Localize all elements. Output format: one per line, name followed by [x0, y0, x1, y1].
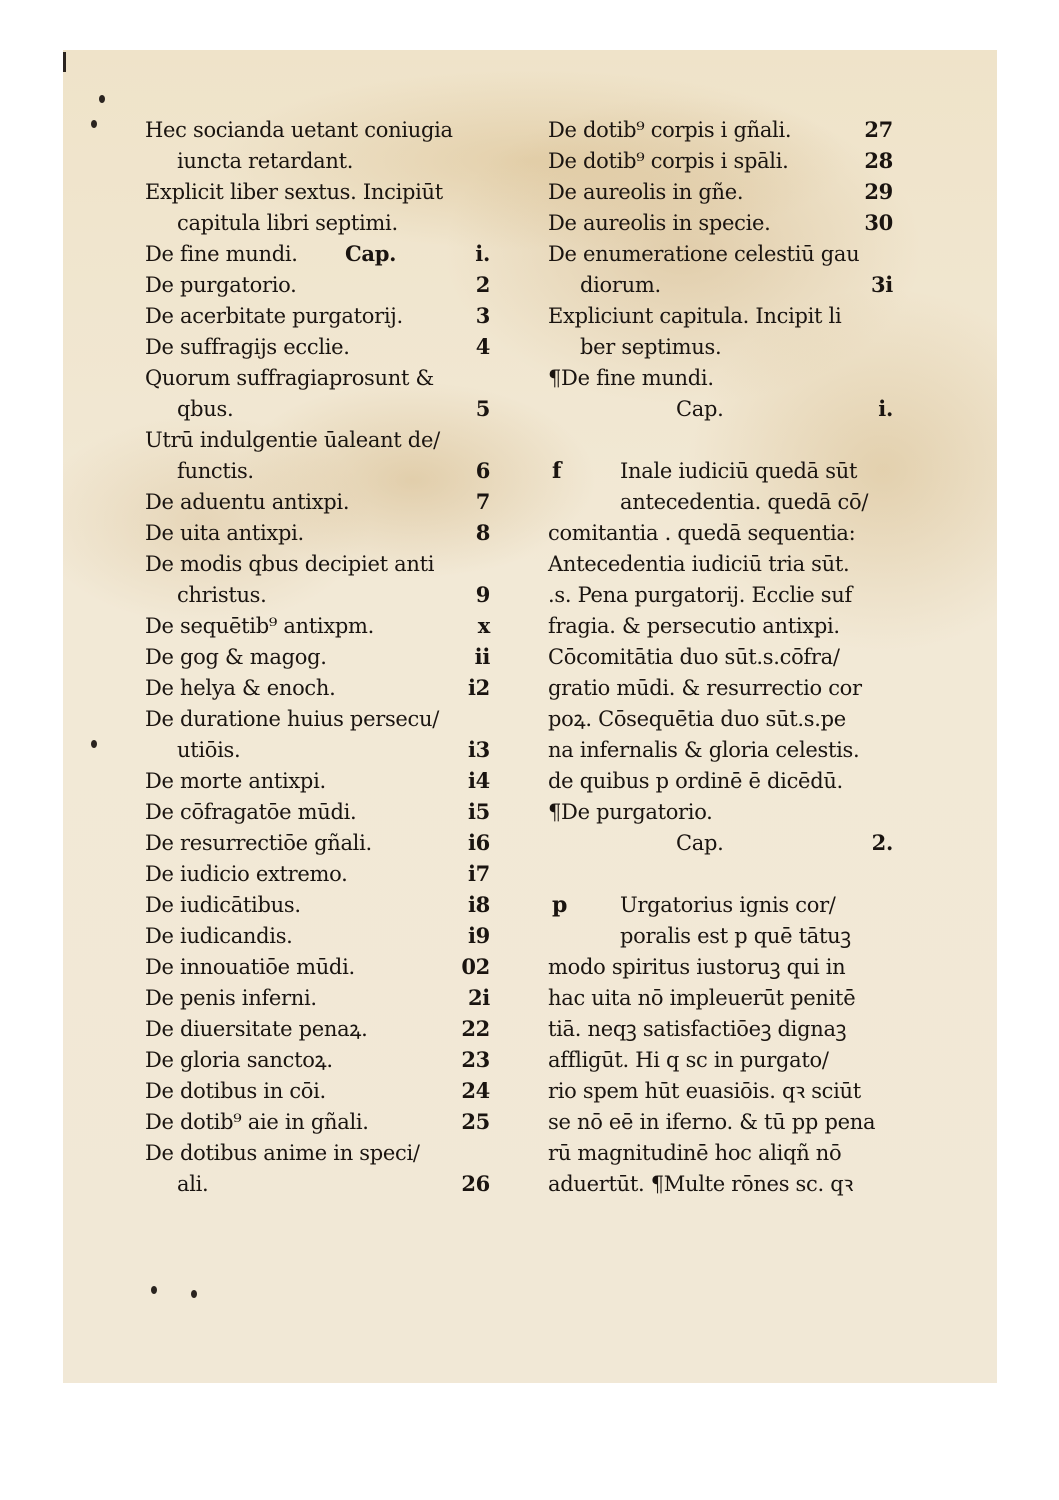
text-line — [145, 1169, 490, 1199]
chapter-number: 9 — [475, 582, 490, 607]
line-text: functis. — [177, 459, 254, 483]
line-text: De morte antixpi. — [145, 769, 326, 793]
text-line — [145, 549, 490, 579]
chapter-number: 7 — [475, 489, 490, 514]
line-text: poꝝ. Cōsequētia duo sūt.s.pe — [548, 707, 846, 731]
line-text: De penis inferni. — [145, 986, 317, 1010]
line-text: ber septimus. — [580, 335, 722, 359]
line-text: De acerbitate purgatorij. — [145, 304, 403, 328]
line-text: Cap. — [676, 831, 724, 855]
line-text: Explicit liber sextus. Incipiūt — [145, 180, 443, 204]
text-line — [145, 673, 490, 703]
line-text: se nō eē in iferno. & tū pp pena — [548, 1110, 876, 1134]
line-text: affligūt. Hi q sc in purgato/ — [548, 1048, 829, 1072]
line-text: rū magnitudinē hoc aliqñ nō — [548, 1141, 842, 1165]
line-text: Urgatorius ignis cor/ — [620, 893, 836, 917]
line-text: De enumeratione celestiū gau — [548, 242, 860, 266]
text-line — [548, 270, 893, 300]
text-line — [145, 487, 490, 517]
text-line — [548, 704, 893, 734]
drop-initial-guide-letter: f — [552, 458, 562, 484]
margin-dot — [191, 1290, 197, 1298]
chapter-label: Cap. — [345, 241, 397, 266]
chapter-number: ii — [474, 644, 490, 669]
chapter-number: i7 — [468, 861, 490, 886]
chapter-number: 8 — [475, 520, 490, 545]
line-text: De resurrectiōe gñali. — [145, 831, 372, 855]
text-line — [548, 952, 893, 982]
text-line — [548, 487, 893, 517]
chapter-number: x — [477, 613, 490, 638]
text-line — [145, 1076, 490, 1106]
text-line — [145, 797, 490, 827]
text-line — [145, 952, 490, 982]
line-text: Expliciunt capitula. Incipit li — [548, 304, 842, 328]
line-text: De fine mundi. — [145, 242, 298, 266]
text-line — [548, 425, 893, 455]
text-line — [548, 1076, 893, 1106]
line-text: de quibus p ordinē ē dicēdū. — [548, 769, 843, 793]
line-text: Cap. — [676, 397, 724, 421]
text-line — [548, 1045, 893, 1075]
chapter-number: i5 — [468, 799, 490, 824]
chapter-number: i6 — [468, 830, 490, 855]
text-line — [548, 332, 893, 362]
text-line — [548, 394, 893, 424]
line-text: De dotibus anime in speci/ — [145, 1141, 420, 1165]
text-line — [548, 642, 893, 672]
line-text: De diuersitate penaꝝ. — [145, 1017, 368, 1041]
line-text: De sequētib⁹ antixpm. — [145, 614, 375, 638]
line-text: De cōfragatōe mūdi. — [145, 800, 357, 824]
text-line — [145, 1014, 490, 1044]
text-line — [548, 549, 893, 579]
text-line — [145, 425, 490, 455]
line-text: Cōcomitātia duo sūt.s.cōfra/ — [548, 645, 840, 669]
chapter-number: 4 — [475, 334, 490, 359]
text-line — [548, 208, 893, 238]
chapter-number: i4 — [468, 768, 490, 793]
line-text: De iudicātibus. — [145, 893, 301, 917]
line-text: De gog & magog. — [145, 645, 327, 669]
line-text: capitula libri septimi. — [177, 211, 398, 235]
chapter-number: 25 — [461, 1109, 490, 1134]
line-text: Quorum suffragiaprosunt & — [145, 366, 434, 390]
line-text: comitantia . quedā sequentia: — [548, 521, 856, 545]
line-text: iuncta retardant. — [177, 149, 354, 173]
text-line — [145, 642, 490, 672]
text-line — [548, 1014, 893, 1044]
line-text: Hec socianda uetant coniugia — [145, 118, 453, 142]
line-text: De aureolis in gñe. — [548, 180, 744, 204]
line-text: .s. Pena purgatorij. Ecclie suf — [548, 583, 852, 607]
line-text: utiōis. — [177, 738, 241, 762]
chapter-number: 5 — [475, 396, 490, 421]
line-text: Antecedentia iudiciū tria sūt. — [548, 552, 850, 576]
text-line — [548, 363, 893, 393]
text-line — [145, 859, 490, 889]
line-text: De aduentu antixpi. — [145, 490, 350, 514]
chapter-number: i3 — [468, 737, 490, 762]
line-text: De iudicandis. — [145, 924, 293, 948]
line-text: De duratione huius persecu/ — [145, 707, 440, 731]
chapter-number: 22 — [461, 1016, 490, 1041]
text-line — [145, 518, 490, 548]
chapter-number: 27 — [864, 117, 893, 142]
chapter-number: 6 — [475, 458, 490, 483]
chapter-number: 30 — [864, 210, 893, 235]
text-line — [548, 177, 893, 207]
line-text: De modis qbus decipiet anti — [145, 552, 435, 576]
line-text: antecedentia. quedā cō/ — [620, 490, 869, 514]
text-line — [145, 921, 490, 951]
chapter-number: 3i — [871, 272, 893, 297]
line-text: De iudicio extremo. — [145, 862, 348, 886]
text-line — [145, 208, 490, 238]
text-line — [145, 394, 490, 424]
line-text: De innouatiōe mūdi. — [145, 955, 355, 979]
text-line — [548, 301, 893, 331]
line-text: De gloria sanctoꝝ. — [145, 1048, 333, 1072]
line-text: na infernalis & gloria celestis. — [548, 738, 860, 762]
text-line — [145, 828, 490, 858]
text-line — [548, 983, 893, 1013]
line-text: ¶De fine mundi. — [548, 366, 714, 390]
line-text: ali. — [177, 1172, 209, 1196]
chapter-number: 29 — [864, 179, 893, 204]
line-text: De aureolis in specie. — [548, 211, 771, 235]
text-line — [145, 177, 490, 207]
chapter-number: 2 — [475, 272, 490, 297]
text-line — [548, 766, 893, 796]
text-line — [145, 363, 490, 393]
text-line — [145, 1107, 490, 1137]
line-text: poralis est p quē tātuꝫ — [620, 924, 851, 948]
line-text: tiā. neqꝫ satisfactiōeꝫ dignaꝫ — [548, 1017, 847, 1041]
text-line — [145, 115, 490, 145]
line-text: hac uita nō impleuerūt penitē — [548, 986, 856, 1010]
line-text: fragia. & persecutio antixpi. — [548, 614, 840, 638]
chapter-number: i2 — [468, 675, 490, 700]
line-text: gratio mūdi. & resurrectio cor — [548, 676, 862, 700]
line-text: christus. — [177, 583, 267, 607]
text-line — [548, 735, 893, 765]
text-line — [548, 115, 893, 145]
line-text: De purgatorio. — [145, 273, 297, 297]
line-text: Utrū indulgentie ūaleant de/ — [145, 428, 440, 452]
margin-dot — [91, 740, 97, 748]
text-line — [145, 1045, 490, 1075]
text-line — [548, 239, 893, 269]
text-line — [145, 239, 490, 269]
text-line — [548, 859, 893, 889]
text-line — [145, 983, 490, 1013]
text-line — [548, 146, 893, 176]
text-line — [548, 611, 893, 641]
text-line — [548, 580, 893, 610]
line-text: De dotib⁹ corpis i spāli. — [548, 149, 789, 173]
line-text: ¶De purgatorio. — [548, 800, 713, 824]
line-text: De dotib⁹ corpis i gñali. — [548, 118, 792, 142]
line-text: Inale iudiciū quedā sūt — [620, 459, 858, 483]
text-line — [145, 301, 490, 331]
text-line — [145, 270, 490, 300]
chapter-number: 26 — [461, 1171, 490, 1196]
text-line — [145, 735, 490, 765]
margin-dot — [99, 95, 105, 103]
text-line — [548, 456, 893, 486]
text-line — [145, 456, 490, 486]
chapter-number: 3 — [475, 303, 490, 328]
text-line — [548, 673, 893, 703]
text-line — [145, 611, 490, 641]
margin-dot — [63, 52, 66, 72]
line-text: De helya & enoch. — [145, 676, 336, 700]
line-text: diorum. — [580, 273, 661, 297]
chapter-number: 02 — [461, 954, 490, 979]
line-text: qbus. — [177, 397, 234, 421]
text-line — [548, 890, 893, 920]
line-text: De dotib⁹ aie in gñali. — [145, 1110, 369, 1134]
chapter-number: 2i — [468, 985, 490, 1010]
text-line — [548, 921, 893, 951]
chapter-number: i9 — [468, 923, 490, 948]
chapter-number: i. — [475, 241, 490, 266]
drop-initial-guide-letter: p — [552, 892, 568, 918]
chapter-number: i. — [878, 396, 893, 421]
line-text: De dotibus in cōi. — [145, 1079, 326, 1103]
text-line — [145, 580, 490, 610]
text-line — [145, 1138, 490, 1168]
chapter-number: 2. — [871, 830, 893, 855]
margin-dot — [91, 120, 97, 128]
line-text: rio spem hūt euasiōis. qꝛ sciūt — [548, 1079, 861, 1103]
chapter-number: 24 — [461, 1078, 490, 1103]
text-line — [145, 332, 490, 362]
text-line — [548, 1107, 893, 1137]
margin-dot — [151, 1286, 157, 1294]
text-line — [548, 828, 893, 858]
chapter-number: 23 — [461, 1047, 490, 1072]
line-text: De uita antixpi. — [145, 521, 304, 545]
chapter-number: i8 — [468, 892, 490, 917]
chapter-number: 28 — [864, 148, 893, 173]
text-line — [145, 146, 490, 176]
text-line — [548, 1138, 893, 1168]
text-line — [145, 704, 490, 734]
text-line — [145, 890, 490, 920]
text-line — [548, 1169, 893, 1199]
text-line — [145, 766, 490, 796]
text-line — [548, 518, 893, 548]
line-text: modo spiritus iustoruꝫ qui in — [548, 955, 846, 979]
line-text: aduertūt. ¶Multe rōnes sc. qꝛ — [548, 1172, 854, 1196]
text-line — [548, 797, 893, 827]
line-text: De suffragijs ecclie. — [145, 335, 350, 359]
